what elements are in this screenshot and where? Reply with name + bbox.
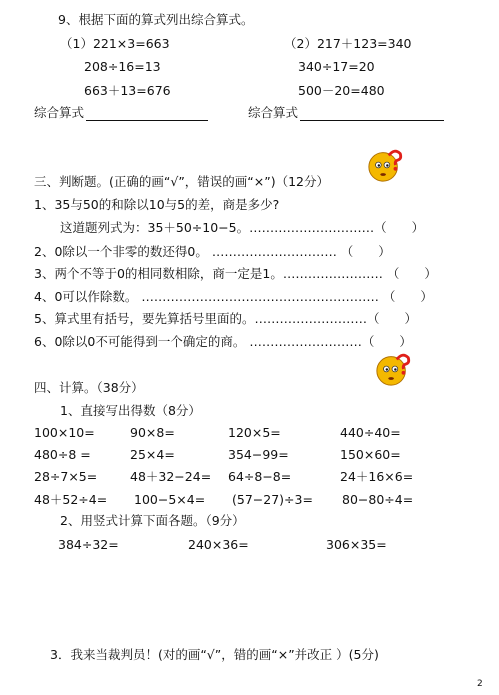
judge-item-4: 4、0可以作除数。 ………………………………………………… （ ） — [34, 289, 433, 304]
q9-title: 9、根据下面的算式列出综合算式。 — [58, 12, 254, 27]
vertical-calc: 306×35= — [326, 537, 387, 552]
calc-cell: 25×4= — [130, 447, 175, 462]
judge-item-6: 6、0除以0不可能得到一个确定的商。 ………………………（ ） — [34, 334, 412, 349]
section3-title: 三、判断题。(正确的画“√”，错误的画“×”)（12分） — [34, 174, 330, 189]
q9-combo-label-left: 综合算式 — [34, 105, 85, 120]
thinking-face-icon — [374, 350, 412, 388]
q9-left-line2: 208÷16=13 — [84, 59, 161, 74]
section4-title: 四、计算。（38分） — [34, 380, 144, 395]
judge-item-1: 1、35与50的和除以10与5的差，商是多少? — [34, 197, 280, 212]
q9-left-line3: 663＋13=676 — [84, 83, 171, 98]
section4-sub2: 2、用竖式计算下面各题。（9分） — [60, 513, 245, 528]
calc-cell: 100×10= — [34, 425, 95, 440]
judge-item-5: 5、算式里有括号，要先算括号里面的。………………………（ ） — [34, 311, 417, 326]
judge-item-3: 3、两个不等于0的相同数相除，商一定是1。…………………… （ ） — [34, 266, 437, 281]
q9-right-line1: （2）217＋123=340 — [284, 36, 412, 51]
calc-cell: 100−5×4= — [134, 492, 206, 507]
judge-item-2: 2、0除以一个非零的数还得0。 ………………………… （ ） — [34, 244, 391, 259]
referee-title: 3．我来当裁判员！(对的画“√”，错的画“×”并改正 ）(5分) — [50, 647, 379, 662]
calc-cell: 48＋32−24= — [130, 469, 212, 484]
q9-left-line1: （1）221×3=663 — [60, 36, 170, 51]
calc-cell: 354−99= — [228, 447, 289, 462]
q9-combo-label-right: 综合算式 — [248, 105, 299, 120]
calc-cell: 90×8= — [130, 425, 175, 440]
vertical-calc: 384÷32= — [58, 537, 119, 552]
calc-cell: 64÷8−8= — [228, 469, 292, 484]
calc-cell: (57−27)÷3= — [232, 492, 313, 507]
judge-item-1-formula: 这道题列式为：35＋50÷10−5。…………………………（ ） — [60, 220, 425, 235]
calc-cell: 28÷7×5= — [34, 469, 98, 484]
calc-cell: 440÷40= — [340, 425, 401, 440]
calc-cell: 120×5= — [228, 425, 281, 440]
calc-cell: 150×60= — [340, 447, 401, 462]
calc-cell: 24＋16×6= — [340, 469, 414, 484]
q9-right-line3: 500－20=480 — [298, 83, 385, 98]
q9-right-line2: 340÷17=20 — [298, 59, 375, 74]
page-number: 2 — [477, 679, 483, 689]
thinking-face-icon — [366, 146, 404, 184]
section4-sub1: 1、直接写出得数（8分） — [60, 403, 201, 418]
vertical-calc: 240×36= — [188, 537, 249, 552]
calc-cell: 48＋52÷4= — [34, 492, 108, 507]
calc-cell: 480÷8 = — [34, 447, 91, 462]
q9-combo-blank-right[interactable] — [300, 106, 444, 121]
calc-cell: 80−80÷4= — [342, 492, 414, 507]
q9-combo-blank-left[interactable] — [86, 106, 208, 121]
